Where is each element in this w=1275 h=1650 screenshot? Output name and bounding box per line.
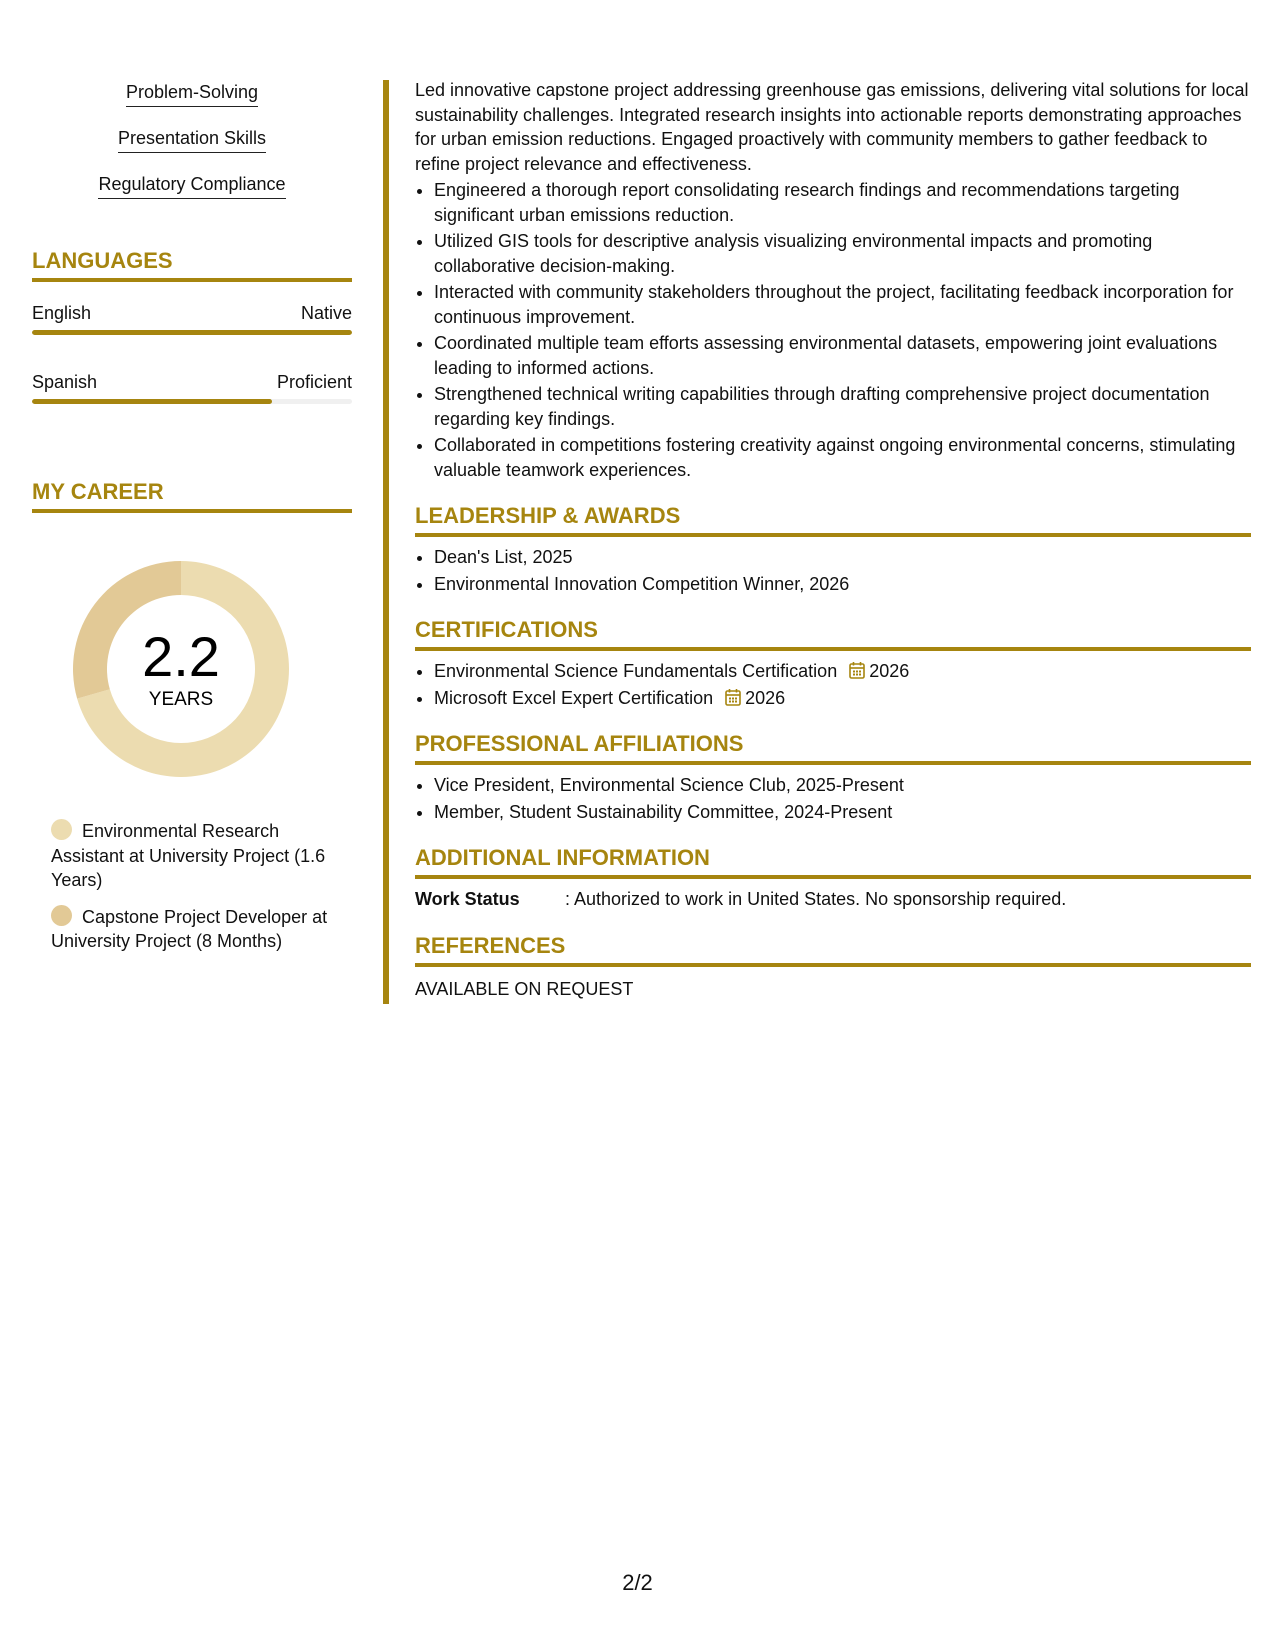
language-level: Native	[300, 303, 352, 323]
skill-item: Regulatory Compliance	[32, 172, 352, 199]
work-status-row	[415, 887, 1251, 912]
career-unit-label: YEARS	[148, 689, 214, 710]
experience-bullet: • Coordinated multiple team efforts assessing environmental datasets, empowering joint evaluations leading to informed actions.	[434, 331, 1251, 380]
skill-item: Problem-Solving	[32, 80, 352, 107]
column-divider	[383, 80, 389, 1004]
career-total-years: 2.2	[142, 625, 220, 688]
affiliation-item: • Member, Student Sustainability Committee, 2024-Present	[434, 800, 1251, 825]
legend-dot-icon	[51, 905, 72, 926]
skills-list	[32, 80, 352, 199]
language-item	[32, 302, 352, 335]
experience-bullet: • Strengthened technical writing capabilities through drafting comprehensive project documentation regarding key findings.	[434, 382, 1251, 431]
language-bar	[32, 330, 352, 335]
experience-bullet: • Interacted with community stakeholders throughout the project, facilitating feedback incorporation for continuous improvement.	[434, 280, 1251, 329]
languages-section	[32, 247, 352, 404]
certification-year: 2026	[745, 687, 786, 708]
career-heading: MY CAREER	[32, 478, 352, 513]
calendar-icon	[849, 661, 865, 679]
calendar-icon	[725, 688, 741, 706]
experience-bullets	[415, 178, 1251, 482]
skill-item: Presentation Skills	[32, 126, 352, 153]
certification-name: Environmental Science Fundamentals Certification	[434, 661, 838, 681]
additional-info-section	[415, 844, 1251, 912]
work-status-label: Work Status	[415, 889, 520, 909]
certification-item	[434, 686, 1251, 711]
languages-heading: LANGUAGES	[32, 247, 352, 282]
language-item	[32, 371, 352, 404]
certification-year: 2026	[869, 661, 910, 681]
experience-bullet: • Engineered a thorough report consolidating research findings and recommendations targeting significant urban emissions reduction.	[434, 178, 1251, 227]
experience-summary: Led innovative capstone project addressing greenhouse gas emissions, delivering vital solutions for local sustainability challenges. Integrated research insights into actionable reports demonstrating approaches for urban emission reductions. Engaged proactively with community members to gather feedback to refine project relevance and effectiveness.	[415, 80, 1249, 174]
language-name: English	[32, 303, 92, 323]
work-status-value: : Authorized to work in United States. No sponsorship required.	[565, 889, 1067, 909]
language-level: Proficient	[276, 372, 352, 392]
career-legend	[51, 819, 341, 954]
language-bar-fill	[32, 399, 272, 404]
left-column	[32, 80, 352, 966]
experience-section	[415, 78, 1251, 482]
certification-item	[434, 659, 1251, 684]
certifications-section	[415, 616, 1251, 710]
legend-dot-icon	[51, 819, 72, 840]
affiliations-section	[415, 730, 1251, 824]
additional-info-heading: ADDITIONAL INFORMATION	[415, 844, 1251, 879]
career-donut-chart	[67, 555, 295, 783]
page-number: 2/2	[622, 1570, 653, 1595]
award-item: • Dean's List, 2025	[434, 545, 1251, 570]
references-text: AVAILABLE ON REQUEST	[415, 978, 634, 999]
certification-name: Microsoft Excel Expert Certification	[434, 687, 714, 708]
certifications-heading: CERTIFICATIONS	[415, 616, 1251, 651]
affiliation-item: • Vice President, Environmental Science Club, 2025-Present	[434, 773, 1251, 798]
right-column	[415, 78, 1251, 1001]
career-legend-item: Environmental Research Assistant at University Project (1.6 Years)	[51, 821, 326, 890]
language-bar	[32, 399, 352, 404]
career-section	[32, 478, 352, 954]
references-heading: REFERENCES	[415, 932, 1251, 967]
awards-section	[415, 502, 1251, 596]
experience-bullet: • Utilized GIS tools for descriptive analysis visualizing environmental impacts and promoting collaborative decision-making.	[434, 229, 1251, 278]
experience-bullet: • Collaborated in competitions fostering creativity against ongoing environmental concerns, stimulating valuable teamwork experiences.	[434, 433, 1251, 482]
award-item: • Environmental Innovation Competition Winner, 2026	[434, 572, 1251, 597]
career-legend-item: Capstone Project Developer at University Project (8 Months)	[51, 906, 328, 951]
references-section	[415, 932, 1251, 1002]
language-name: Spanish	[32, 372, 98, 392]
awards-heading: LEADERSHIP & AWARDS	[415, 502, 1251, 537]
language-bar-fill	[32, 330, 352, 335]
affiliations-heading: PROFESSIONAL AFFILIATIONS	[415, 730, 1251, 765]
